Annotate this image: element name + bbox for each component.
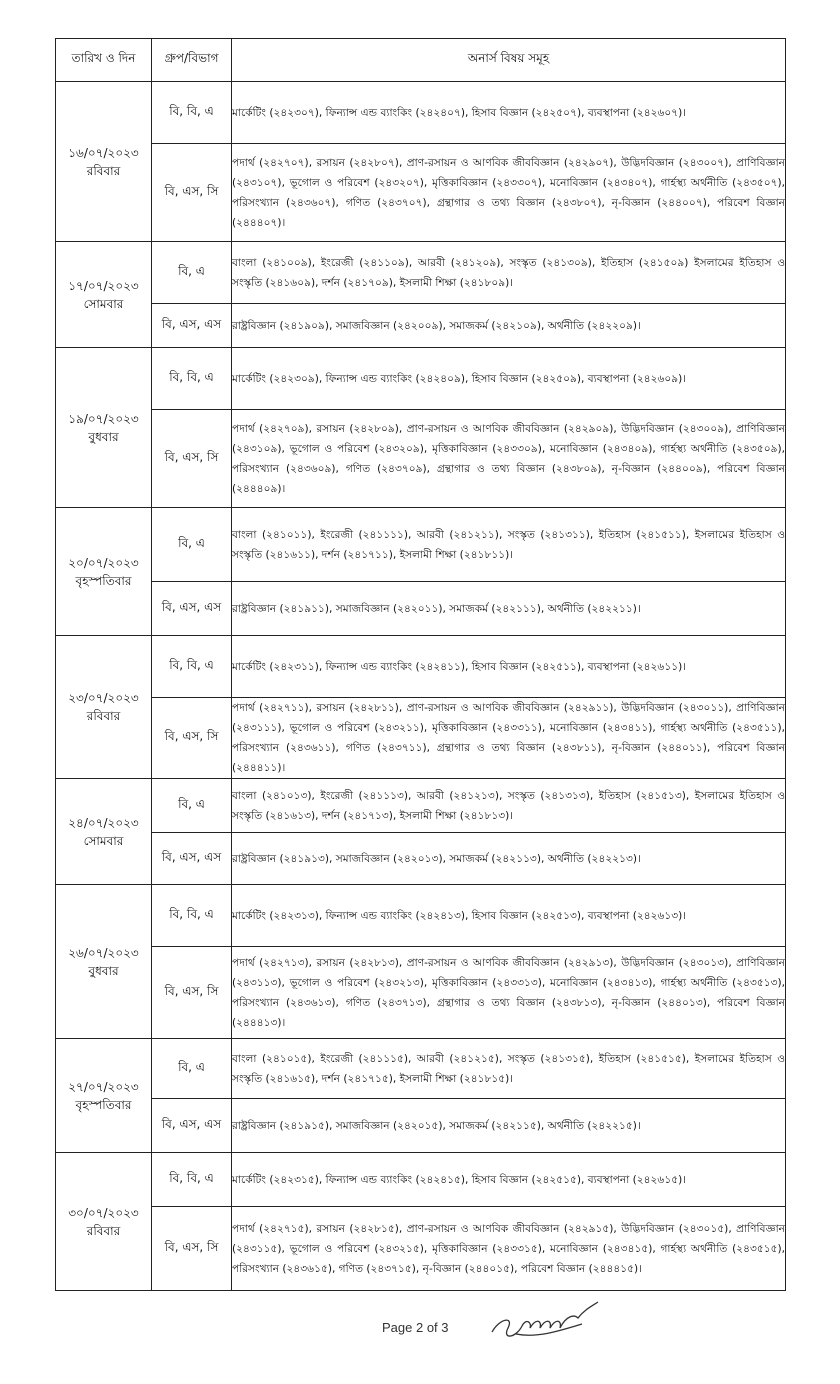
group-cell: বি, এ — [152, 508, 232, 582]
exam-day: সোমবার — [83, 833, 124, 848]
exam-date: ৩০/০৭/২০২৩ — [68, 1205, 139, 1220]
table-row — [56, 779, 786, 833]
subjects-cell: বাংলা (২৪১০১৩), ইংরেজী (২৪১১১৩), আরবী (২৪১২১৩), সংস্কৃত (২৪১৩১৩), ইতিহাস (২৪১৫১৩), ইসলামের ইতিহাস ও সংস্কৃতি (২৪১৬১৩), দর্শন (২৪১৭১৩), ইসলামী শিক্ষা (২৪১৮১৩)। — [232, 779, 786, 833]
exam-date: ২৭/০৭/২০২৩ — [68, 1079, 139, 1094]
exam-day: বৃহস্পতিবার — [75, 1097, 132, 1112]
subjects-cell: মার্কেটিং (২৪২৩১৩), ফিন্যান্স এন্ড ব্যাংকিং (২৪২৪১৩), হিসাব বিজ্ঞান (২৪২৫১৩), ব্যবস্থাপনা (২৪২৬১৩)। — [232, 885, 786, 947]
table-row — [56, 242, 786, 304]
header-subjects: অনার্স বিষয় সমূহ — [232, 39, 786, 82]
date-cell — [56, 348, 152, 508]
subjects-cell: পদার্থ (২৪২৭১৫), রসায়ন (২৪২৮১৫), প্রাণ-রসায়ন ও আণবিক জীববিজ্ঞান (২৪২৯১৫), উদ্ভিদবিজ্ঞান (২৪৩০১৫), প্রাণিবিজ্ঞান (২৪৩১১৫), ভূগোল ও পরিবেশ (২৪৩২১৫), মৃত্তিকাবিজ্ঞান (২৪৩৩১৫), মনোবিজ্ঞান (২৪৩৪১৫), গার্হস্থ্য অর্থনীতি (২৪৩৫১৫), পরিসংখ্যান (২৪৩৬১৫), গণিত (২৪৩৭১৫), নৃ-বিজ্ঞান (২৪৪০১৫), পরিবেশ বিজ্ঞান (২৪৪৪১৫)। — [232, 1207, 786, 1291]
group-cell: বি, বি, এ — [152, 636, 232, 698]
exam-day: সোমবার — [83, 296, 124, 311]
subjects-cell: বাংলা (২৪১০১৫), ইংরেজী (২৪১১১৫), আরবী (২৪১২১৫), সংস্কৃত (২৪১৩১৫), ইতিহাস (২৪১৫১৫), ইসলামের ইতিহাস ও সংস্কৃতি (২৪১৬১৫), দর্শন (২৪১৭১৫), ইসলামী শিক্ষা (২৪১৮১৫)। — [232, 1039, 786, 1099]
exam-day: রবিবার — [86, 163, 121, 178]
subjects-cell: রাষ্ট্রবিজ্ঞান (২৪১৯১১), সমাজবিজ্ঞান (২৪২০১১), সমাজকর্ম (২৪২১১১), অর্থনীতি (২৪২২১১)। — [232, 582, 786, 636]
group-cell: বি, বি, এ — [152, 82, 232, 144]
exam-date: ২৪/০৭/২০২৩ — [68, 815, 139, 830]
subjects-cell: পদার্থ (২৪২৭১১), রসায়ন (২৪২৮১১), প্রাণ-রসায়ন ও আণবিক জীববিজ্ঞান (২৪২৯১১), উদ্ভিদবিজ্ঞান (২৪৩০১১), প্রাণিবিজ্ঞান (২৪৩১১১), ভূগোল ও পরিবেশ (২৪৩২১১), মৃত্তিকাবিজ্ঞান (২৪৩৩১১), মনোবিজ্ঞান (২৪৩৪১১), গার্হস্থ্য অর্থনীতি (২৪৩৫১১), পরিসংখ্যান (২৪৩৬১১), গণিত (২৪৩৭১১), গ্রন্থাগার ও তথ্য বিজ্ঞান (২৪৩৮১১), নৃ-বিজ্ঞান (২৪৪০১১), পরিবেশ বিজ্ঞান (২৪৪৪১১)। — [232, 698, 786, 779]
exam-day: রবিবার — [86, 709, 121, 723]
group-cell: বি, এস, সি — [152, 1207, 232, 1291]
exam-date: ২৩/০৭/২০২৩ — [68, 691, 139, 705]
table-row — [56, 1153, 786, 1207]
group-cell: বি, এস, সি — [152, 410, 232, 508]
date-cell — [56, 82, 152, 242]
group-cell: বি, এস, এস — [152, 304, 232, 348]
date-cell — [56, 1153, 152, 1291]
group-cell: বি, এ — [152, 242, 232, 304]
subjects-cell: মার্কেটিং (২৪২৩০৯), ফিন্যান্স এন্ড ব্যাংকিং (২৪২৪০৯), হিসাব বিজ্ঞান (২৪২৫০৯), ব্যবস্থাপনা (২৪২৬০৯)। — [232, 348, 786, 410]
group-cell: বি, বি, এ — [152, 885, 232, 947]
exam-date: ১৯/০৭/২০২৩ — [68, 411, 139, 426]
exam-date: ২৬/০৭/২০২৩ — [68, 945, 139, 960]
subjects-cell: মার্কেটিং (২৪২৩১১), ফিন্যান্স এন্ড ব্যাংকিং (২৪২৪১১), হিসাব বিজ্ঞান (২৪২৫১১), ব্যবস্থাপনা (২৪২৬১১)। — [232, 636, 786, 698]
exam-schedule-table — [55, 38, 786, 1291]
subjects-cell: রাষ্ট্রবিজ্ঞান (২৪১৯০৯), সমাজবিজ্ঞান (২৪২০০৯), সমাজকর্ম (২৪২১০৯), অর্থনীতি (২৪২২০৯)। — [232, 304, 786, 348]
table-row — [56, 304, 786, 348]
group-cell: বি, বি, এ — [152, 348, 232, 410]
table-row — [56, 1039, 786, 1099]
table-row — [56, 582, 786, 636]
table-header-row — [56, 39, 786, 82]
header-date: তারিখ ও দিন — [56, 39, 152, 82]
table-row — [56, 698, 786, 779]
exam-date: ১৬/০৭/২০২৩ — [68, 145, 139, 160]
subjects-cell: পদার্থ (২৪২৭০৭), রসায়ন (২৪২৮০৭), প্রাণ-রসায়ন ও আণবিক জীববিজ্ঞান (২৪২৯০৭), উদ্ভিদবিজ্ঞান (২৪৩০০৭), প্রাণিবিজ্ঞান (২৪৩১০৭), ভূগোল ও পরিবেশ (২৪৩২০৭), মৃত্তিকাবিজ্ঞান (২৪৩৩০৭), মনোবিজ্ঞান (২৪৩৪০৭), গার্হস্থ্য অর্থনীতি (২৪৩৫০৭), পরিসংখ্যান (২৪৩৬০৭), গণিত (২৪৩৭০৭), গ্রন্থাগার ও তথ্য বিজ্ঞান (২৪৩৮০৭), নৃ-বিজ্ঞান (২৪৪০০৭), পরিবেশ বিজ্ঞান (২৪৪৪০৭)। — [232, 144, 786, 242]
group-cell: বি, এস, এস — [152, 833, 232, 885]
table-row — [56, 410, 786, 508]
date-cell — [56, 508, 152, 636]
table-row — [56, 144, 786, 242]
exam-date: ১৭/০৭/২০২৩ — [68, 278, 139, 293]
group-cell: বি, এস, সি — [152, 144, 232, 242]
table-row — [56, 82, 786, 144]
table-row — [56, 833, 786, 885]
table-row — [56, 348, 786, 410]
signature-icon — [486, 1288, 606, 1344]
subjects-cell: বাংলা (২৪১০১১), ইংরেজী (২৪১১১১), আরবী (২৪১২১১), সংস্কৃত (২৪১৩১১), ইতিহাস (২৪১৫১১), ইসলামের ইতিহাস ও সংস্কৃতি (২৪১৬১১), দর্শন (২৪১৭১১), ইসলামী শিক্ষা (২৪১৮১১)। — [232, 508, 786, 582]
exam-day: বুধবার — [88, 429, 119, 444]
table-row — [56, 636, 786, 698]
subjects-cell: মার্কেটিং (২৪২৩০৭), ফিন্যান্স এন্ড ব্যাংকিং (২৪২৪০৭), হিসাব বিজ্ঞান (২৪২৫০৭), ব্যবস্থাপনা (২৪২৬০৭)। — [232, 82, 786, 144]
table-row — [56, 1099, 786, 1153]
group-cell: বি, এস, এস — [152, 582, 232, 636]
subjects-cell: মার্কেটিং (২৪২৩১৫), ফিন্যান্স এন্ড ব্যাংকিং (২৪২৪১৫), হিসাব বিজ্ঞান (২৪২৫১৫), ব্যবস্থাপনা (২৪২৬১৫)। — [232, 1153, 786, 1207]
group-cell: বি, বি, এ — [152, 1153, 232, 1207]
table-body — [56, 82, 786, 1291]
date-cell — [56, 1039, 152, 1153]
date-cell — [56, 242, 152, 348]
table-row — [56, 885, 786, 947]
page-number: Page 2 of 3 — [382, 1320, 449, 1335]
exam-day: রবিবার — [86, 1223, 121, 1238]
table-row — [56, 1207, 786, 1291]
group-cell: বি, এস, এস — [152, 1099, 232, 1153]
group-cell: বি, এ — [152, 779, 232, 833]
group-cell: বি, এ — [152, 1039, 232, 1099]
subjects-cell: পদার্থ (২৪২৭০৯), রসায়ন (২৪২৮০৯), প্রাণ-রসায়ন ও আণবিক জীববিজ্ঞান (২৪২৯০৯), উদ্ভিদবিজ্ঞান (২৪৩০০৯), প্রাণিবিজ্ঞান (২৪৩১০৯), ভূগোল ও পরিবেশ (২৪৩২০৯), মৃত্তিকাবিজ্ঞান (২৪৩৩০৯), মনোবিজ্ঞান (২৪৩৪০৯), গার্হস্থ্য অর্থনীতি (২৪৩৫০৯), পরিসংখ্যান (২৪৩৬০৯), গণিত (২৪৩৭০৯), গ্রন্থাগার ও তথ্য বিজ্ঞান (২৪৩৮০৯), নৃ-বিজ্ঞান (২৪৪০০৯), পরিবেশ বিজ্ঞান (২৪৪৪০৯)। — [232, 410, 786, 508]
subjects-cell: রাষ্ট্রবিজ্ঞান (২৪১৯১৫), সমাজবিজ্ঞান (২৪২০১৫), সমাজকর্ম (২৪২১১৫), অর্থনীতি (২৪২২১৫)। — [232, 1099, 786, 1153]
subjects-cell: বাংলা (২৪১০০৯), ইংরেজী (২৪১১০৯), আরবী (২৪১২০৯), সংস্কৃত (২৪১৩০৯), ইতিহাস (২৪১৫০৯) ইসলামের ইতিহাস ও সংস্কৃতি (২৪১৬০৯), দর্শন (২৪১৭০৯), ইসলামী শিক্ষা (২৪১৮০৯)। — [232, 242, 786, 304]
exam-day: বৃহস্পতিবার — [75, 573, 132, 588]
date-cell — [56, 779, 152, 885]
date-cell — [56, 885, 152, 1039]
table-row — [56, 947, 786, 1039]
exam-date: ২০/০৭/২০২৩ — [68, 555, 139, 570]
group-cell: বি, এস, সি — [152, 947, 232, 1039]
subjects-cell: পদার্থ (২৪২৭১৩), রসায়ন (২৪২৮১৩), প্রাণ-রসায়ন ও আণবিক জীববিজ্ঞান (২৪২৯১৩), উদ্ভিদবিজ্ঞান (২৪৩০১৩), প্রাণিবিজ্ঞান (২৪৩১১৩), ভূগোল ও পরিবেশ (২৪৩২১৩), মৃত্তিকাবিজ্ঞান (২৪৩৩১৩), মনোবিজ্ঞান (২৪৩৪১৩), গার্হস্থ্য অর্থনীতি (২৪৩৫১৩), পরিসংখ্যান (২৪৩৬১৩), গণিত (২৪৩৭১৩), গ্রন্থাগার ও তথ্য বিজ্ঞান (২৪৩৮১৩), নৃ-বিজ্ঞান (২৪৪০১৩), পরিবেশ বিজ্ঞান (২৪৪৪১৩)। — [232, 947, 786, 1039]
table-row — [56, 508, 786, 582]
group-cell: বি, এস, সি — [152, 698, 232, 779]
header-group: গ্রুপ/বিভাগ — [152, 39, 232, 82]
date-cell — [56, 636, 152, 779]
subjects-cell: রাষ্ট্রবিজ্ঞান (২৪১৯১৩), সমাজবিজ্ঞান (২৪২০১৩), সমাজকর্ম (২৪২১১৩), অর্থনীতি (২৪২২১৩)। — [232, 833, 786, 885]
exam-day: বুধবার — [88, 963, 119, 978]
